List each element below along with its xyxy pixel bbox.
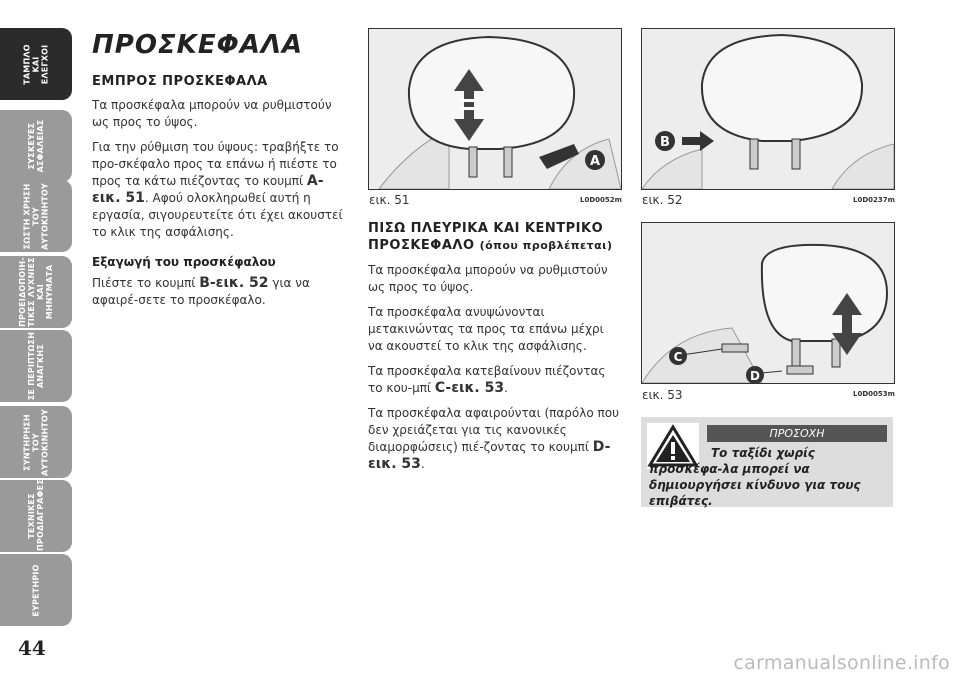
warning-heading: ΠΡΟΣΟΧΗ <box>707 425 887 442</box>
callout-a: A <box>589 154 601 169</box>
fig51-code: L0D0052m <box>580 196 622 204</box>
headrest-remove-illustration <box>642 29 894 189</box>
front-paragraph-3: Πιέστε το κουμπί B-εικ. 52 για να αφαιρέ-σετε το προσκέφαλο. <box>92 275 310 307</box>
fig53-caption: εικ. 53 <box>642 388 683 402</box>
front-paragraph-1: Τα προσκέφαλα μπορούν να ρυθμιστούν ως προς το ύψος. <box>92 98 332 129</box>
front-paragraph-2: Για την ρύθμιση του ύψους: τραβήξτε το προ-σκέφαλο προς τα επάνω ή πιέστε το προς τα κάτω πιέζοντας το κουμπί A-εικ. 51. Αφού ολοκληρωθεί αυτή η εργασία, σιγουρευτείτε ότι έχει ακουστεί το κλικ της ασφάλισης. <box>92 140 343 239</box>
rear-paragraph-2: Τα προσκέφαλα ανυψώνονται μετακινώντας τα προς τα επάνω μέχρι να ακουστεί το κλικ της ασφάλισης. <box>368 305 604 353</box>
tab-correct-use[interactable]: ΣΩΣΤΗ ΧΡΗΣΗ ΤΟΥ ΑΥΤΟΚΙΝΗΤΟΥ <box>0 180 72 252</box>
rear-paragraph-3: Τα προσκέφαλα κατεβαίνουν πιέζοντας το κου-μπί C-εικ. 53. <box>368 364 606 396</box>
fig51-caption: εικ. 51 <box>369 193 410 207</box>
headrest-front-illustration <box>369 29 621 189</box>
ref-c-fig53: C-εικ. 53 <box>434 380 505 396</box>
rear-paragraph-1: Τα προσκέφαλα μπορούν να ρυθμιστούν ως προς το ύψος. <box>368 263 608 294</box>
remove-heading: Εξαγωγή του προσκέφαλου <box>92 255 276 269</box>
tab-dashboard-controls[interactable]: ΤΑΜΠΛΟ ΚΑΙ ΕΛΕΓΧΟΙ <box>0 28 72 100</box>
callout-c: C <box>673 350 683 364</box>
figure-52 <box>641 28 895 190</box>
rear-headrests-section <box>368 220 620 481</box>
page-title: ΠΡΟΣΚΕΦΑΛΑ <box>92 30 304 60</box>
fig52-caption: εικ. 52 <box>642 193 683 207</box>
callout-d: D <box>750 369 760 383</box>
front-heading: ΕΜΠΡΟΣ ΠΡΟΣΚΕΦΑΛΑ <box>92 74 268 89</box>
fig52-code: L0D0237m <box>853 196 895 204</box>
ref-a-fig51: A-εικ. 51 <box>92 173 324 206</box>
tab-warning-lights[interactable]: ΠΡΟΕΙΔΟΠΟΙΗ- ΤΙΚΕΣ ΛΥΧΝΙΕΣ ΚΑΙ ΜΗΝΥΜΑΤΑ <box>0 256 72 328</box>
tab-safety-devices[interactable]: ΣΥΣΚΕΥΕΣ ΑΣΦΑΛΕΙΑΣ <box>0 110 72 182</box>
tab-index[interactable]: ΕΥΡΕΤΗΡΙΟ <box>0 554 72 626</box>
watermark: carmanualsonline.info <box>733 652 950 674</box>
warning-text: Το ταξίδι χωρίς προσκέφα-λα μπορεί να δημιουργήσει κίνδυνο για τους επιβάτες. <box>649 446 861 508</box>
tab-technical-specs[interactable]: ΤΕΧΝΙΚΕΣ ΠΡΟΔΙΑΓΡΑΦΕΣ <box>0 480 72 552</box>
front-headrests-section <box>92 30 346 317</box>
figure-51 <box>368 28 622 190</box>
tab-emergency[interactable]: ΣΕ ΠΕΡΙΠΤΩΣΗ ΑΝΑΓΚΗΣ <box>0 330 72 402</box>
rear-heading: ΠΙΣΩ ΠΛΕΥΡΙΚΑ ΚΑΙ ΚΕΝΤΡΙΚΟ ΠΡΟΣΚΕΦΑΛΟ (όπου προβλέπεται) <box>368 221 613 253</box>
warning-box <box>641 417 893 507</box>
ref-b-fig52: B-εικ. 52 <box>199 275 269 291</box>
page-number: 44 <box>18 636 46 660</box>
ref-d-fig53: D-εικ. 53 <box>368 439 611 472</box>
rear-headrest-illustration <box>642 223 894 383</box>
callout-b: B <box>660 135 670 150</box>
tab-maintenance[interactable]: ΣΥΝΤΗΡΗΣΗ ΤΟΥ ΑΥΤΟΚΙΝΗΤΟΥ <box>0 406 72 478</box>
rear-paragraph-4: Τα προσκέφαλα αφαιρούνται (παρόλο που δεν χρειάζεται για τις κανονικές διαμορφώσεις) πιέ-ζοντας το κουμπί D-εικ. 53. <box>368 406 620 472</box>
fig53-code: L0D0053m <box>853 390 895 398</box>
figure-53 <box>641 222 895 384</box>
